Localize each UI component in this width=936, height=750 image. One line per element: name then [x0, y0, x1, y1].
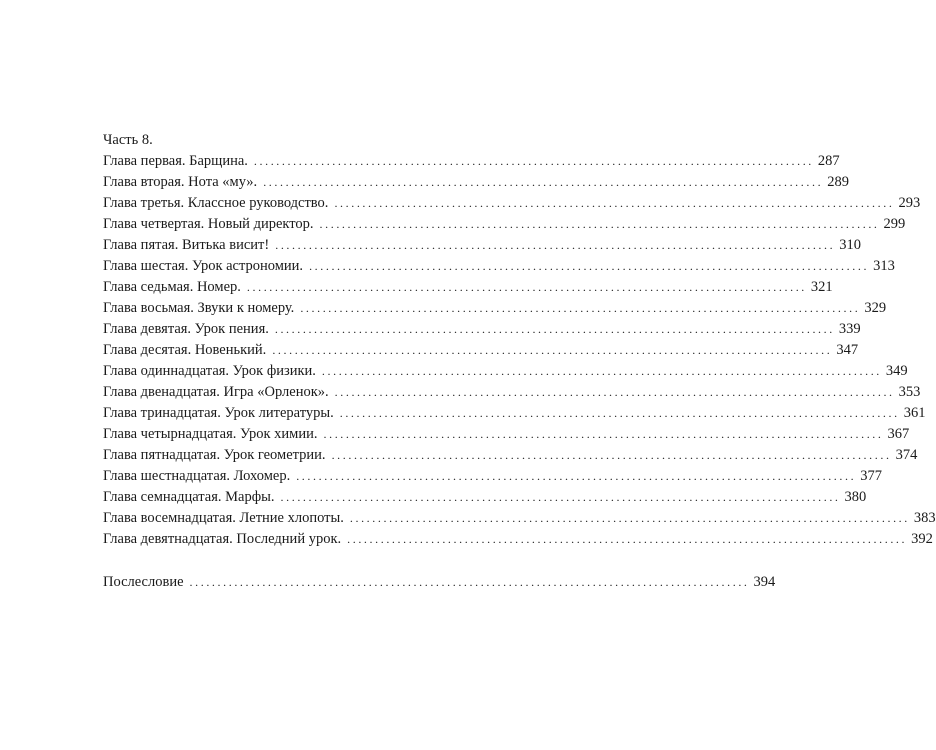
toc-entry	[103, 172, 849, 193]
chapter-title: Глава семнадцатая. Марфы.	[103, 489, 275, 505]
dot-leader: ....................................................................................................	[274, 322, 835, 336]
dot-leader: ....................................................................................................	[347, 532, 908, 546]
chapter-title: Глава четвертая. Новый директор.	[103, 216, 314, 232]
toc-entry	[103, 403, 926, 424]
chapter-title: Глава девятнадцатая. Последний урок.	[103, 531, 342, 547]
toc-entry	[103, 529, 933, 550]
page-number: 321	[810, 279, 833, 295]
chapter-title: Глава третья. Классное руководство.	[103, 195, 329, 211]
toc-entry	[103, 214, 906, 235]
page-number: 374	[895, 447, 918, 463]
chapter-title: Глава вторая. Нота «му».	[103, 174, 258, 190]
page-number: 287	[817, 153, 840, 169]
toc-entry	[103, 235, 861, 256]
toc-entry	[103, 277, 833, 298]
toc-entry	[103, 256, 895, 277]
dot-leader: ....................................................................................................	[296, 469, 857, 483]
chapter-title: Глава первая. Барщина.	[103, 153, 248, 169]
chapter-title: Глава одиннадцатая. Урок физики.	[103, 363, 316, 379]
toc-entry	[103, 298, 887, 319]
dot-leader: ....................................................................................................	[246, 280, 807, 294]
page-number: 383	[913, 510, 936, 526]
chapter-title: Глава пятая. Витька висит!	[103, 237, 270, 253]
page-number: 293	[898, 195, 921, 211]
page-number: 353	[898, 384, 921, 400]
page-number: 310	[839, 237, 861, 253]
toc-entry	[103, 382, 921, 403]
afterword-title: Послесловие	[103, 574, 184, 590]
toc-entry	[103, 193, 921, 214]
page-number: 329	[864, 300, 887, 316]
page-number: 313	[873, 258, 895, 274]
dot-leader: ....................................................................................................	[334, 196, 895, 210]
part-title: Часть 8.	[103, 132, 153, 148]
page-number: 289	[827, 174, 849, 190]
page-number: 361	[903, 405, 926, 421]
page-number: 347	[836, 342, 859, 358]
chapter-title: Глава десятая. Новенький.	[103, 342, 267, 358]
page-number: 394	[753, 574, 776, 590]
chapter-title: Глава шестнадцатая. Лохомер.	[103, 468, 291, 484]
dot-leader: ....................................................................................................	[272, 343, 833, 357]
page-number: 349	[885, 363, 908, 379]
table-of-contents	[103, 130, 936, 593]
toc-entry	[103, 319, 861, 340]
page-number: 299	[883, 216, 906, 232]
dot-leader: ....................................................................................................	[253, 154, 814, 168]
page-number: 392	[911, 531, 933, 547]
chapter-title: Глава восьмая. Звуки к номеру.	[103, 300, 295, 316]
toc-entry	[103, 466, 882, 487]
toc-entry	[103, 445, 918, 466]
chapter-title: Глава шестая. Урок астрономии.	[103, 258, 304, 274]
toc-entry	[103, 424, 910, 445]
dot-leader: ....................................................................................................	[309, 259, 870, 273]
toc-entry	[103, 340, 859, 361]
chapter-title: Глава девятая. Урок пения.	[103, 321, 269, 337]
dot-leader: ....................................................................................................	[263, 175, 824, 189]
chapter-title: Глава четырнадцатая. Урок химии.	[103, 426, 318, 442]
chapter-title: Глава восемнадцатая. Летние хлопоты.	[103, 510, 344, 526]
page-number: 339	[838, 321, 861, 337]
toc-entry	[103, 487, 867, 508]
toc-entry	[103, 508, 936, 529]
dot-leader: ....................................................................................................	[280, 490, 841, 504]
dot-leader: ....................................................................................................	[331, 448, 892, 462]
dot-leader: ....................................................................................................	[300, 301, 861, 315]
chapter-title: Глава седьмая. Номер.	[103, 279, 241, 295]
toc-entry	[103, 151, 840, 172]
dot-leader: ....................................................................................................	[189, 575, 750, 589]
chapter-list	[103, 151, 936, 550]
dot-leader: ....................................................................................................	[319, 217, 880, 231]
chapter-title: Глава пятнадцатая. Урок геометрии.	[103, 447, 326, 463]
toc-entry	[103, 361, 908, 382]
page-number: 367	[887, 426, 910, 442]
dot-leader: ....................................................................................................	[323, 427, 884, 441]
dot-leader: ....................................................................................................	[349, 511, 910, 525]
dot-leader: ....................................................................................................	[339, 406, 900, 420]
chapter-title: Глава тринадцатая. Урок литературы.	[103, 405, 334, 421]
dot-leader: ....................................................................................................	[275, 238, 836, 252]
dot-leader: ....................................................................................................	[334, 385, 895, 399]
toc-entry-afterword	[103, 572, 776, 593]
dot-leader: ....................................................................................................	[321, 364, 882, 378]
page-number: 380	[844, 489, 867, 505]
chapter-title: Глава двенадцатая. Игра «Орленок».	[103, 384, 329, 400]
page-number: 377	[860, 468, 882, 484]
